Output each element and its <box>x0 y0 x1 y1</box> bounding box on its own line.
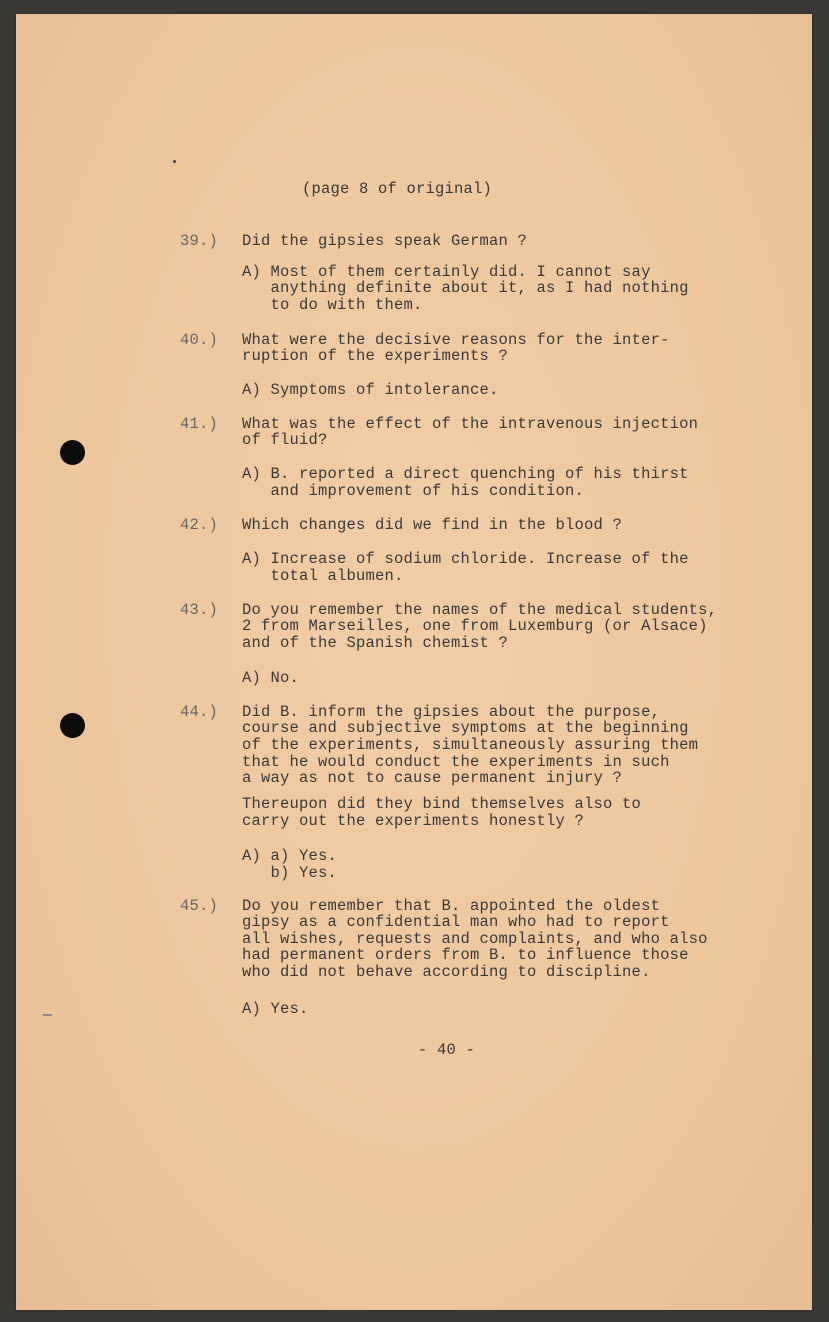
answer-line: to do with them. <box>242 296 423 314</box>
question-line: and of the Spanish chemist ? <box>242 634 509 652</box>
margin-mark <box>43 1014 52 1016</box>
answer-line: A) a) Yes. <box>242 847 338 865</box>
item-number: 42.) <box>180 516 219 534</box>
question-line: Do you remember the names of the medical students, <box>242 601 718 619</box>
answer-line: A) Increase of sodium chloride. Increase of the <box>242 550 689 568</box>
question-line: of the experiments, simultaneously assuring them <box>242 736 699 754</box>
question-line: What was the effect of the intravenous injection <box>242 415 699 433</box>
question-line: Thereupon did they bind themselves also to <box>242 795 642 813</box>
punch-hole-top <box>60 440 85 465</box>
document-page <box>16 14 812 1310</box>
question-line: a way as not to cause permanent injury ? <box>242 769 623 787</box>
answer-line: A) Most of them certainly did. I cannot say <box>242 263 651 281</box>
question-line: carry out the experiments honestly ? <box>242 812 585 830</box>
answer-line: A) No. <box>242 669 300 687</box>
answer-line: anything definite about it, as I had nothing <box>242 279 689 297</box>
question-line: who did not behave according to discipline. <box>242 963 651 981</box>
question-line: Which changes did we find in the blood ? <box>242 516 623 534</box>
answer-line: total albumen. <box>242 567 404 585</box>
question-line: had permanent orders from B. to influence those <box>242 946 689 964</box>
answer-line: and improvement of his condition. <box>242 482 585 500</box>
item-number: 44.) <box>180 703 219 721</box>
answer-line: A) Yes. <box>242 1000 309 1018</box>
item-number: 41.) <box>180 415 219 433</box>
answer-line: b) Yes. <box>242 864 338 882</box>
question-line: gipsy as a confidential man who had to report <box>242 913 670 931</box>
answer-line: A) B. reported a direct quenching of his thirst <box>242 465 689 483</box>
page-header: (page 8 of original) <box>302 180 493 198</box>
question-line: Did the gipsies speak German ? <box>242 232 528 250</box>
question-line: 2 from Marseilles, one from Luxemburg (or Alsace) <box>242 617 708 635</box>
question-line: course and subjective symptoms at the beginning <box>242 719 689 737</box>
answer-line: A) Symptoms of intolerance. <box>242 381 499 399</box>
question-line: all wishes, requests and complaints, and who also <box>242 930 708 948</box>
page-number: - 40 - <box>418 1041 476 1059</box>
question-line: ruption of the experiments ? <box>242 347 509 365</box>
punch-hole-bottom <box>60 713 85 738</box>
item-number: 40.) <box>180 331 219 349</box>
question-line: What were the decisive reasons for the inter- <box>242 331 670 349</box>
ink-speck <box>173 160 176 163</box>
question-line: of fluid? <box>242 431 328 449</box>
item-number: 45.) <box>180 897 219 915</box>
question-line: that he would conduct the experiments in such <box>242 753 670 771</box>
item-number: 43.) <box>180 601 219 619</box>
question-line: Did B. inform the gipsies about the purpose, <box>242 703 661 721</box>
item-number: 39.) <box>180 232 219 250</box>
question-line: Do you remember that B. appointed the oldest <box>242 897 661 915</box>
